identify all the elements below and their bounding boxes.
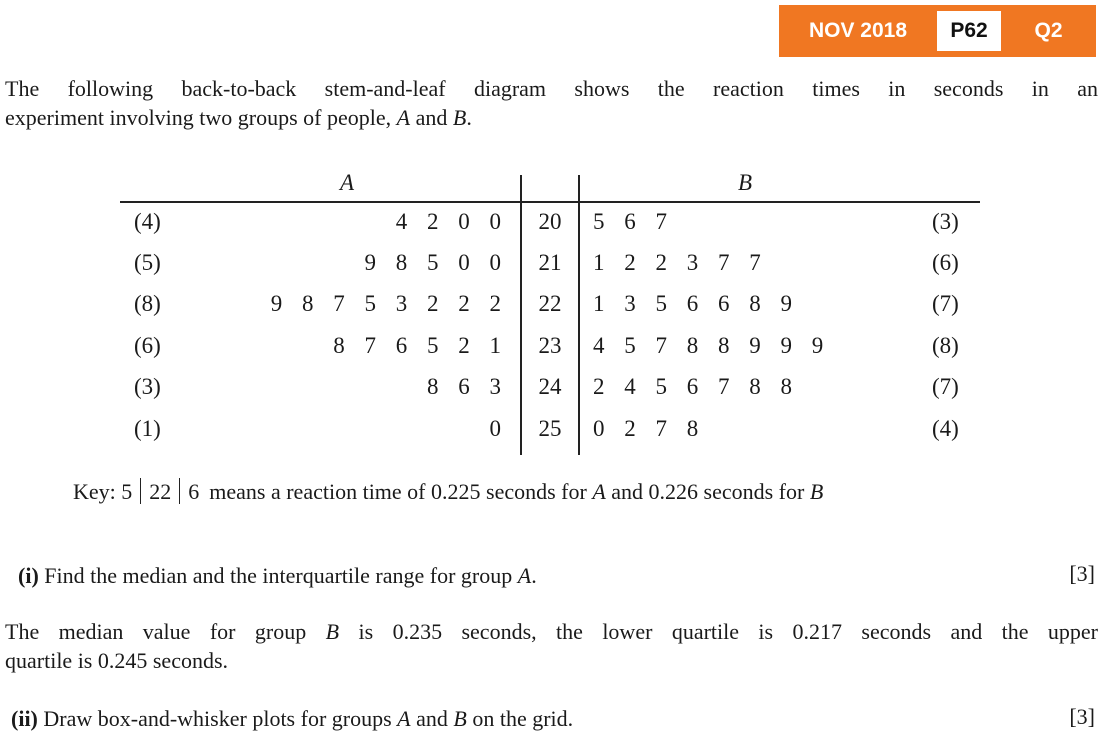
key-meaning-text: and 0.226 seconds for: [605, 479, 810, 504]
count-b: (4): [932, 416, 959, 441]
group-b-info-paragraph: [5, 617, 1098, 675]
key-divider: [179, 478, 180, 504]
count-a: (8): [134, 291, 161, 316]
group-a-label: A: [397, 706, 411, 731]
question-number: (i): [18, 563, 39, 588]
group-b-info-line-1: [5, 617, 1098, 646]
count-b: (7): [932, 374, 959, 399]
leaves-a: 9 8 7 5 3 2 2 2: [270, 291, 508, 316]
intro-and: and: [410, 105, 453, 130]
group-b-info-line-2: quartile is 0.245 seconds.: [5, 648, 229, 673]
leaves-b: 4 5 7 8 8 9 9 9: [593, 333, 831, 358]
marks-label: [3]: [1069, 704, 1095, 729]
stem-value: 20: [538, 209, 562, 234]
stem-row: [0, 250, 1100, 290]
count-b: (3): [932, 209, 959, 234]
stem-value: 21: [538, 250, 562, 275]
group-b-header: B: [738, 170, 753, 195]
leaves-a: 8 6 3: [427, 374, 508, 399]
key-stem: 22: [149, 479, 172, 504]
leaves-b: 1 3 5 6 6 8 9: [593, 291, 799, 316]
count-b: (7): [932, 291, 959, 316]
count-a: (3): [134, 374, 161, 399]
intro-period: .: [466, 105, 472, 130]
intro-line-1: The following back-to-back stem-and-leaf diagram shows the reaction times in seconds in an: [5, 76, 1098, 101]
stem-value: 22: [538, 291, 562, 316]
stem-value: 23: [538, 333, 562, 358]
exam-session-label: NOV 2018: [808, 19, 908, 42]
question-text: on the grid.: [466, 706, 574, 731]
leaves-a: 4 2 0 0: [395, 209, 508, 234]
leaves-a: 0: [489, 416, 508, 441]
count-a: (5): [134, 250, 161, 275]
stem-row: [0, 374, 1100, 414]
key-leaf: 6: [188, 479, 200, 504]
stem-value: 25: [538, 416, 562, 441]
leaves-a: 9 8 5 0 0: [364, 250, 508, 275]
marks-label: [3]: [1069, 561, 1095, 586]
key-divider: [140, 478, 141, 504]
question-reference-badge: [779, 5, 1096, 57]
question-i: [18, 561, 1098, 590]
group-a-label: A: [396, 105, 411, 130]
intro-paragraph: [5, 74, 1098, 132]
stem-value: 24: [538, 374, 562, 399]
key-meaning-text: means a reaction time of 0.225 seconds for: [209, 479, 593, 504]
question-text: and: [410, 706, 454, 731]
intro-line-2: [5, 103, 1098, 132]
info-text: is 0.235 seconds, the lower quartile is 0.217 seconds and the upper: [339, 619, 1099, 644]
header-rule: [120, 201, 980, 203]
count-b: (6): [932, 250, 959, 275]
leaves-b: 2 4 5 6 7 8 8: [593, 374, 799, 399]
group-b-label: B: [453, 706, 467, 731]
leaves-b: 1 2 2 3 7 7: [593, 250, 768, 275]
question-ii: [11, 704, 1091, 733]
stem-row: [0, 416, 1100, 456]
key-label: Key: 5: [73, 479, 133, 504]
key-meaning: [209, 479, 823, 504]
count-a: (1): [134, 416, 161, 441]
count-b: (8): [932, 333, 959, 358]
leaves-b: 5 6 7: [593, 209, 674, 234]
group-b-label: B: [452, 105, 467, 130]
question-text: Draw box-and-whisker plots for groups: [37, 706, 398, 731]
info-text: The median value for group: [5, 619, 326, 644]
group-a-label: A: [517, 563, 532, 588]
leaves-a: 8 7 6 5 2 1: [333, 333, 508, 358]
question-number-label: Q2: [1034, 19, 1063, 42]
intro-text: experiment involving two groups of people,: [5, 105, 397, 130]
group-a-label: A: [592, 479, 606, 504]
stem-row: [0, 209, 1100, 249]
question-end: .: [531, 563, 537, 588]
count-a: (6): [134, 333, 161, 358]
group-a-header: A: [340, 170, 355, 195]
question-number: (ii): [11, 706, 38, 731]
leaves-b: 0 2 7 8: [593, 416, 706, 441]
stem-row: [0, 291, 1100, 331]
diagram-key: [73, 478, 823, 505]
paper-number-label: P62: [937, 11, 1001, 51]
question-text: Find the median and the interquartile range for group: [38, 563, 518, 588]
group-b-label: B: [809, 479, 824, 504]
count-a: (4): [134, 209, 161, 234]
group-b-label: B: [325, 619, 340, 644]
stem-row: [0, 333, 1100, 373]
